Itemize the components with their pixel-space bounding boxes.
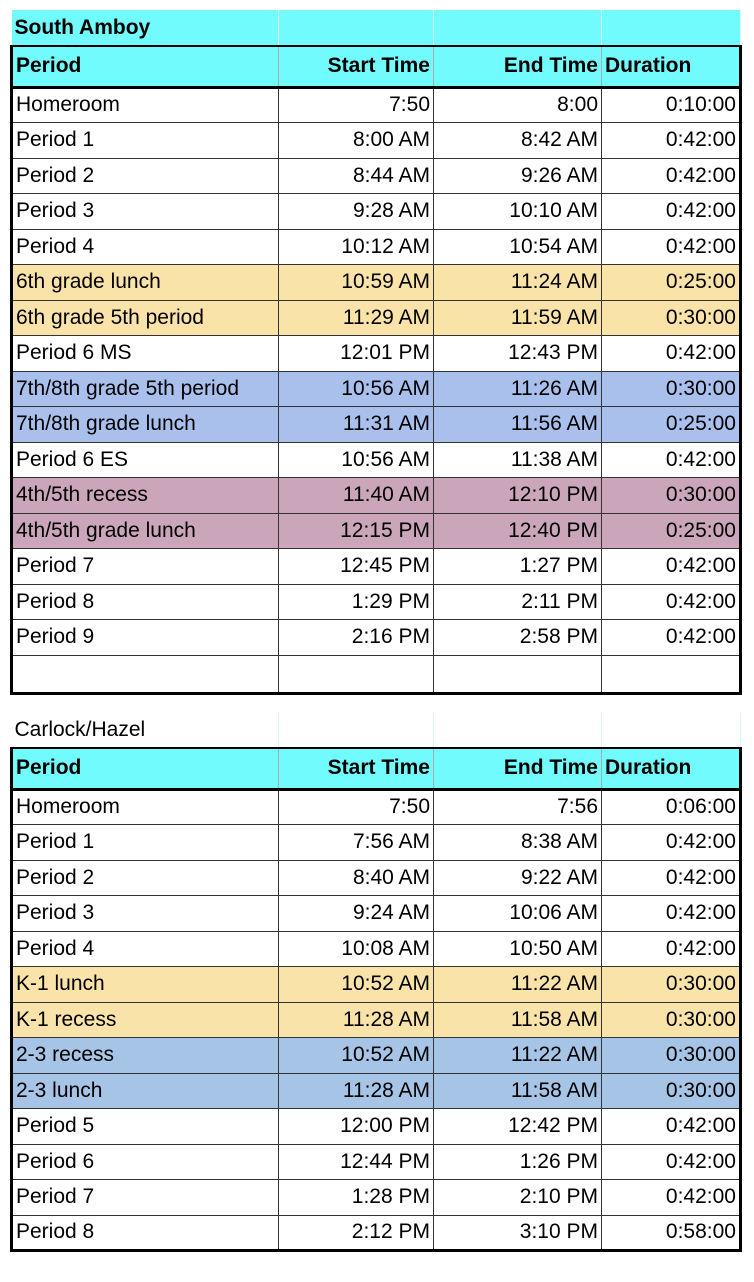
start-time-cell[interactable]: 12:44 PM: [279, 1144, 434, 1180]
period-cell[interactable]: 6th grade lunch: [12, 265, 279, 301]
header-start-time[interactable]: Start Time: [279, 748, 434, 789]
duration-cell[interactable]: 0:42:00: [602, 931, 741, 967]
end-time-cell[interactable]: 2:10 PM: [434, 1180, 602, 1216]
end-time-cell[interactable]: 2:58 PM: [434, 620, 602, 656]
end-time-cell[interactable]: 10:10 AM: [434, 194, 602, 230]
end-time-cell[interactable]: 11:56 AM: [434, 407, 602, 443]
section-title-row: [12, 10, 741, 46]
period-cell[interactable]: Period 8: [12, 1215, 279, 1251]
start-time-cell[interactable]: 1:28 PM: [279, 1180, 434, 1216]
period-cell[interactable]: Period 4: [12, 229, 279, 265]
duration-cell[interactable]: 0:42:00: [602, 229, 741, 265]
period-cell[interactable]: Period 7: [12, 1180, 279, 1216]
cell[interactable]: [434, 712, 602, 748]
table-row: [12, 584, 741, 620]
header-end-time[interactable]: End Time: [434, 46, 602, 87]
end-time-cell[interactable]: 8:00: [434, 87, 602, 123]
table-row: [12, 478, 741, 514]
period-cell[interactable]: 2-3 lunch: [12, 1073, 279, 1109]
header-period[interactable]: Period: [12, 46, 279, 87]
duration-cell[interactable]: 0:30:00: [602, 1002, 741, 1038]
period-cell[interactable]: Period 5: [12, 1109, 279, 1145]
end-time-cell[interactable]: 10:06 AM: [434, 896, 602, 932]
start-time-cell[interactable]: 12:45 PM: [279, 549, 434, 585]
duration-cell[interactable]: 0:42:00: [602, 194, 741, 230]
duration-cell[interactable]: 0:42:00: [602, 123, 741, 159]
table-row: [12, 513, 741, 549]
table-row: [12, 789, 741, 825]
header-period[interactable]: Period: [12, 748, 279, 789]
end-time-cell[interactable]: 12:10 PM: [434, 478, 602, 514]
table-row: [12, 1180, 741, 1216]
south-amboy-rows: [12, 87, 741, 655]
table-row: [12, 265, 741, 301]
period-cell[interactable]: Period 3: [12, 896, 279, 932]
table-row: [12, 1144, 741, 1180]
end-time-cell[interactable]: 11:24 AM: [434, 265, 602, 301]
period-cell[interactable]: K-1 recess: [12, 1002, 279, 1038]
cell[interactable]: [602, 712, 741, 748]
end-time-cell[interactable]: 3:10 PM: [434, 1215, 602, 1251]
period-cell[interactable]: Period 1: [12, 825, 279, 861]
end-time-cell[interactable]: 11:22 AM: [434, 1038, 602, 1074]
end-time-cell[interactable]: 10:54 AM: [434, 229, 602, 265]
end-time-cell[interactable]: 12:42 PM: [434, 1109, 602, 1145]
end-time-cell[interactable]: 11:22 AM: [434, 967, 602, 1003]
duration-cell[interactable]: 0:42:00: [602, 620, 741, 656]
duration-cell[interactable]: 0:25:00: [602, 407, 741, 443]
header-end-time[interactable]: End Time: [434, 748, 602, 789]
end-time-cell[interactable]: 2:11 PM: [434, 584, 602, 620]
period-cell[interactable]: Period 4: [12, 931, 279, 967]
duration-cell[interactable]: 0:25:00: [602, 265, 741, 301]
duration-cell[interactable]: 0:30:00: [602, 1073, 741, 1109]
table-row: [12, 442, 741, 478]
cell[interactable]: [434, 655, 602, 693]
duration-cell[interactable]: 0:25:00: [602, 513, 741, 549]
start-time-cell[interactable]: 7:56 AM: [279, 825, 434, 861]
duration-cell[interactable]: 0:42:00: [602, 158, 741, 194]
period-cell[interactable]: Period 9: [12, 620, 279, 656]
table-row: [12, 300, 741, 336]
duration-cell[interactable]: 0:58:00: [602, 1215, 741, 1251]
duration-cell[interactable]: 0:10:00: [602, 87, 741, 123]
table-row: [12, 1002, 741, 1038]
duration-cell[interactable]: 0:42:00: [602, 825, 741, 861]
start-time-cell[interactable]: 12:01 PM: [279, 336, 434, 372]
end-time-cell[interactable]: 11:58 AM: [434, 1073, 602, 1109]
duration-cell[interactable]: 0:30:00: [602, 1038, 741, 1074]
table-row: [12, 336, 741, 372]
table-row: [12, 123, 741, 159]
duration-cell[interactable]: 0:42:00: [602, 1144, 741, 1180]
duration-cell[interactable]: 0:30:00: [602, 300, 741, 336]
start-time-cell[interactable]: 8:44 AM: [279, 158, 434, 194]
duration-cell[interactable]: 0:30:00: [602, 371, 741, 407]
period-cell[interactable]: 6th grade 5th period: [12, 300, 279, 336]
start-time-cell[interactable]: 10:08 AM: [279, 931, 434, 967]
end-time-cell[interactable]: 8:38 AM: [434, 825, 602, 861]
duration-cell[interactable]: 0:42:00: [602, 442, 741, 478]
table-row: [12, 967, 741, 1003]
table-row: [12, 931, 741, 967]
table-row: [12, 194, 741, 230]
start-time-cell[interactable]: 11:40 AM: [279, 478, 434, 514]
end-time-cell[interactable]: 9:26 AM: [434, 158, 602, 194]
end-time-cell[interactable]: 9:22 AM: [434, 860, 602, 896]
end-time-cell[interactable]: 8:42 AM: [434, 123, 602, 159]
table-row: [12, 1215, 741, 1251]
end-time-cell[interactable]: 12:40 PM: [434, 513, 602, 549]
duration-cell[interactable]: 0:42:00: [602, 336, 741, 372]
cell[interactable]: [602, 10, 741, 46]
duration-cell[interactable]: 0:30:00: [602, 478, 741, 514]
cell[interactable]: [12, 655, 279, 693]
duration-cell[interactable]: 0:30:00: [602, 967, 741, 1003]
end-time-cell[interactable]: 11:58 AM: [434, 1002, 602, 1038]
period-cell[interactable]: Period 3: [12, 194, 279, 230]
period-cell[interactable]: 2-3 recess: [12, 1038, 279, 1074]
table-row: [12, 87, 741, 123]
header-start-time[interactable]: Start Time: [279, 46, 434, 87]
table-row: [12, 229, 741, 265]
period-cell[interactable]: 4th/5th recess: [12, 478, 279, 514]
start-time-cell[interactable]: 10:52 AM: [279, 967, 434, 1003]
start-time-cell[interactable]: 10:56 AM: [279, 371, 434, 407]
table-row: [12, 1073, 741, 1109]
table-row: [12, 371, 741, 407]
start-time-cell[interactable]: 9:24 AM: [279, 896, 434, 932]
start-time-cell[interactable]: 11:31 AM: [279, 407, 434, 443]
start-time-cell[interactable]: 11:28 AM: [279, 1002, 434, 1038]
header-duration[interactable]: Duration: [602, 748, 741, 789]
duration-cell[interactable]: 0:42:00: [602, 896, 741, 932]
cell[interactable]: [434, 10, 602, 46]
start-time-cell[interactable]: 7:50: [279, 789, 434, 825]
table-row-blank: [12, 655, 741, 693]
start-time-cell[interactable]: 7:50: [279, 87, 434, 123]
section-title[interactable]: Carlock/Hazel: [12, 712, 279, 748]
period-cell[interactable]: Period 6 MS: [12, 336, 279, 372]
period-cell[interactable]: 7th/8th grade lunch: [12, 407, 279, 443]
start-time-cell[interactable]: 10:12 AM: [279, 229, 434, 265]
table-row: [12, 407, 741, 443]
end-time-cell[interactable]: 1:26 PM: [434, 1144, 602, 1180]
period-cell[interactable]: Period 2: [12, 158, 279, 194]
start-time-cell[interactable]: 8:00 AM: [279, 123, 434, 159]
period-cell[interactable]: Homeroom: [12, 87, 279, 123]
period-cell[interactable]: Period 6 ES: [12, 442, 279, 478]
end-time-cell[interactable]: 11:59 AM: [434, 300, 602, 336]
start-time-cell[interactable]: 2:12 PM: [279, 1215, 434, 1251]
duration-cell[interactable]: 0:42:00: [602, 860, 741, 896]
header-row: [12, 46, 741, 87]
start-time-cell[interactable]: 10:56 AM: [279, 442, 434, 478]
table-row: [12, 860, 741, 896]
table-row: [12, 620, 741, 656]
period-cell[interactable]: Period 6: [12, 1144, 279, 1180]
period-cell[interactable]: Period 2: [12, 860, 279, 896]
south-amboy-schedule-table: [10, 10, 742, 695]
end-time-cell[interactable]: 7:56: [434, 789, 602, 825]
cell[interactable]: [279, 712, 434, 748]
cell[interactable]: [279, 655, 434, 693]
cell[interactable]: [279, 10, 434, 46]
start-time-cell[interactable]: 2:16 PM: [279, 620, 434, 656]
carlock-hazel-schedule-table: [10, 712, 742, 1252]
end-time-cell[interactable]: 12:43 PM: [434, 336, 602, 372]
end-time-cell[interactable]: 11:38 AM: [434, 442, 602, 478]
start-time-cell[interactable]: 8:40 AM: [279, 860, 434, 896]
header-row: [12, 748, 741, 789]
end-time-cell[interactable]: 10:50 AM: [434, 931, 602, 967]
start-time-cell[interactable]: 11:28 AM: [279, 1073, 434, 1109]
duration-cell[interactable]: 0:42:00: [602, 1180, 741, 1216]
period-cell[interactable]: Period 8: [12, 584, 279, 620]
start-time-cell[interactable]: 9:28 AM: [279, 194, 434, 230]
cell[interactable]: [602, 655, 741, 693]
start-time-cell[interactable]: 10:52 AM: [279, 1038, 434, 1074]
table-row: [12, 896, 741, 932]
table-row: [12, 549, 741, 585]
header-duration[interactable]: Duration: [602, 46, 741, 87]
period-cell[interactable]: Period 7: [12, 549, 279, 585]
table-row: [12, 1038, 741, 1074]
period-cell[interactable]: 7th/8th grade 5th period: [12, 371, 279, 407]
period-cell[interactable]: Period 1: [12, 123, 279, 159]
section-title-row: [12, 712, 741, 748]
duration-cell[interactable]: 0:42:00: [602, 584, 741, 620]
start-time-cell[interactable]: 10:59 AM: [279, 265, 434, 301]
table-row: [12, 1109, 741, 1145]
table-row: [12, 158, 741, 194]
start-time-cell[interactable]: 1:29 PM: [279, 584, 434, 620]
end-time-cell[interactable]: 1:27 PM: [434, 549, 602, 585]
duration-cell[interactable]: 0:06:00: [602, 789, 741, 825]
carlock-hazel-rows: [12, 789, 741, 1251]
start-time-cell[interactable]: 12:00 PM: [279, 1109, 434, 1145]
section-title[interactable]: South Amboy: [12, 10, 279, 46]
duration-cell[interactable]: 0:42:00: [602, 549, 741, 585]
end-time-cell[interactable]: 11:26 AM: [434, 371, 602, 407]
period-cell[interactable]: 4th/5th grade lunch: [12, 513, 279, 549]
start-time-cell[interactable]: 11:29 AM: [279, 300, 434, 336]
period-cell[interactable]: K-1 lunch: [12, 967, 279, 1003]
duration-cell[interactable]: 0:42:00: [602, 1109, 741, 1145]
start-time-cell[interactable]: 12:15 PM: [279, 513, 434, 549]
table-row: [12, 825, 741, 861]
period-cell[interactable]: Homeroom: [12, 789, 279, 825]
